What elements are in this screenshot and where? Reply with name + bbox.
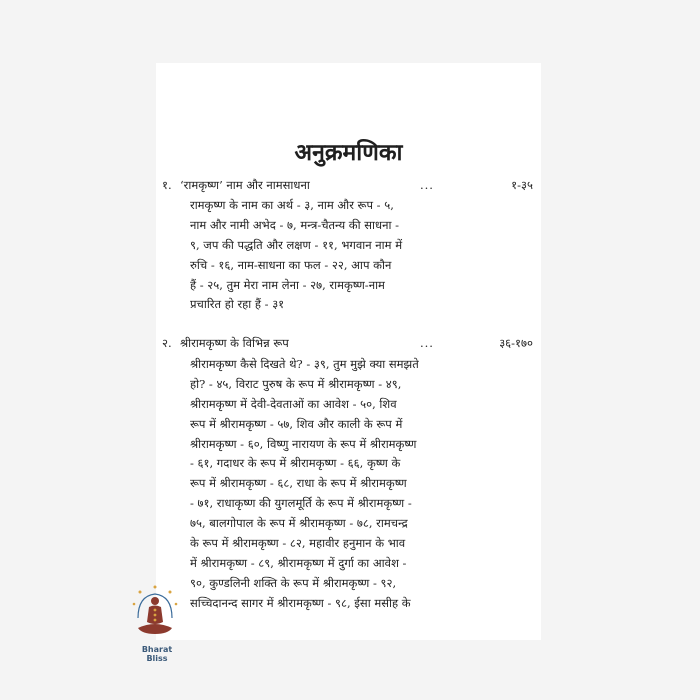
entry-line: - ६१, गदाधर के रूप में श्रीरामकृष्ण - ६६, कृष्ण के <box>190 456 401 471</box>
brand-watermark-text: Bharat Bliss <box>141 645 173 663</box>
entry-title: ‘रामकृष्ण’ नाम और नामसाधना <box>180 178 310 192</box>
entry-page-range: १-३५ <box>511 178 533 192</box>
entry-line: रूप में श्रीरामकृष्ण - ५७, शिव और काली के रूप में <box>190 416 403 431</box>
entry-line: ९०, कुण्डलिनी शक्ति के रूप में श्रीरामकृष्ण - ९२, <box>190 575 397 590</box>
entry-line: श्रीरामकृष्ण - ६०, विष्णु नारायण के रूप में श्रीरामकृष्ण <box>190 436 417 451</box>
entry-line: प्रचारित हो रहा हैं - ३१ <box>190 297 285 312</box>
entry-line: श्रीरामकृष्ण में देवी-देवताओं का आवेश - ५०, शिव <box>190 396 397 411</box>
entry-line: हो? - ४५, विराट पुरुष के रूप में श्रीरामकृष्ण - ४९, <box>190 376 402 391</box>
toc-entry-body <box>190 355 533 614</box>
entry-line: ९, जप की पद्धति और लक्षण - ११, भगवान नाम में <box>190 237 403 252</box>
entry-line: रुचि - १६, नाम-साधना का फल - २२, आप कौन <box>190 257 392 272</box>
entry-line: में श्रीरामकृष्ण - ८९, श्रीरामकृष्ण में दुर्गा का आवेश - <box>190 555 407 570</box>
entry-line: के रूप में श्रीरामकृष्ण - ८२, महावीर हनुमान के भाव <box>190 536 406 551</box>
entry-number: १. <box>162 178 172 192</box>
entry-line: श्रीरामकृष्ण कैसे दिखते थे? - ३९, तुम मुझे क्या समझते <box>190 357 419 371</box>
entry-number: २. <box>162 336 172 350</box>
entry-leader-dots: ... <box>420 336 434 350</box>
toc-entry-body <box>190 196 533 315</box>
meditating-figure-icon <box>128 584 182 640</box>
entry-page-range: ३६-१७० <box>499 336 533 350</box>
entry-title: श्रीरामकृष्ण के विभिन्न रूप <box>180 336 289 350</box>
entry-leader-dots: ... <box>420 178 434 192</box>
entry-line: हैं - २५, तुम मेरा नाम लेना - २७, रामकृष्ण-नाम <box>190 277 385 292</box>
toc-entry-heading <box>162 175 533 195</box>
entry-line: ७५, बालगोपाल के रूप में श्रीरामकृष्ण - ७८, रामचन्द्र <box>190 516 408 531</box>
entry-line: सच्चिदानन्द सागर में श्रीरामकृष्ण - ९८, ईसा मसीह के <box>190 595 411 610</box>
page-title: अनुक्रमणिका <box>294 140 403 166</box>
entry-line: रामकृष्ण के नाम का अर्थ - ३, नाम और रूप - ५, <box>190 198 394 212</box>
entry-line: रूप में श्रीरामकृष्ण - ६८, राधा के रूप में श्रीरामकृष्ण <box>190 476 407 491</box>
entry-line: - ७१, राधाकृष्ण की युगलमूर्ति के रूप में श्रीरामकृष्ण - <box>190 496 412 511</box>
entry-line: नाम और नामी अभेद - ७, मन्त्र-चैतन्य की साधना - <box>190 217 399 232</box>
book-page <box>156 63 541 640</box>
toc-entry-heading <box>162 333 533 353</box>
